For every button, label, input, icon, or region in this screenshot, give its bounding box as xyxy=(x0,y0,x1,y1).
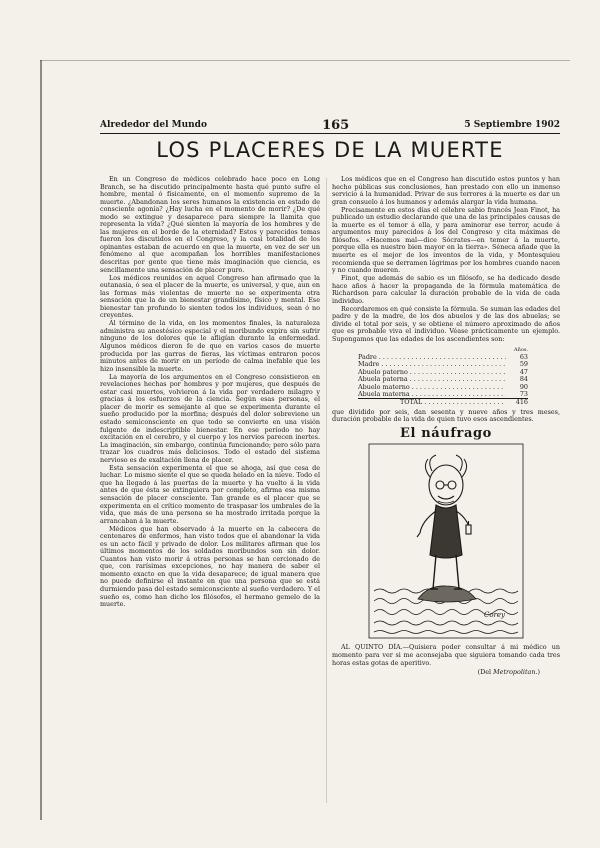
table-row xyxy=(358,391,528,399)
row-value: 59 xyxy=(519,360,528,369)
paragraph: que dividido por seis, dan sesenta y nueve años y tres meses, duración probable de la vida de quien tuvo esos ascendientes. xyxy=(332,407,560,424)
ancestor-ages-table xyxy=(358,347,528,407)
page-top-edge xyxy=(40,60,570,61)
table-row xyxy=(358,369,528,376)
credit-publication: Metropolitan xyxy=(493,668,536,677)
ages-unit-header: Años. xyxy=(514,346,528,353)
castaway-figure xyxy=(417,455,471,589)
column-divider xyxy=(326,178,327,803)
paragraph: Los médicos reunidos en aquel Congreso han afirmado que la eutanasia, ó sea el placer de la muerte, es universal, y que, aun en las formas más violentas de muerte no se experimenta otra sensación que la de un bienestar grandísimo, físico y mental. Ese bienestar tan profundo lo sienten todos los individuos, sean ó no creyentes. xyxy=(100,273,320,320)
credit-close: .) xyxy=(535,668,540,677)
row-value: 73 xyxy=(519,389,528,398)
cartoon-title: El náufrago xyxy=(400,425,492,441)
row-label: Abuela materna . . . xyxy=(358,391,506,399)
article-column-left xyxy=(100,176,320,806)
paragraph: Esta sensación experimenta el que se ahoga, así que cesa de luchar. Lo mismo siente el que se queda helado en la nieve. Todo el que ha llegado á las puertas de la muerte y ha vuelto á la vida antes de que ésta se extinguiera por completo, afirma esa misma sensación de placer consciente. Tan grande es el placer que se experimenta en el crítico momento de traspasar los umbrales de la vida, que más de una persona se ha mostrado irritada porque la arrancaban á la muerte. xyxy=(100,463,320,525)
paragraph: Médicos que han observado á la muerte en la cabecera de centenares de enfermos, han visto todos que el abandonar la vida es un acto fácil y privado de dolor. Los militares afirman que los últimos momentos de los soldados moribundos son sin dolor. Cuantos han visto morir á otras personas se han cercionado de que, con rarísimas excepciones, no hay manera de saber el momento exacto en que la vida desaparece; de igual manera que no puede definirse el instante en que una persona que se está durmiendo pasa del estado semiconsciente al sueño verdadero. Y el sueño es, como han dicho los filósofos, el hermano gemelo de la muerte. xyxy=(100,524,320,609)
total-value: 416 xyxy=(506,399,528,407)
row-value: 84 xyxy=(519,375,528,384)
table-row xyxy=(358,354,528,361)
row-label: Madre . . . xyxy=(358,361,506,368)
paragraph: Los médicos que en el Congreso han discutido estos puntos y han hecho públicas sus conclusiones, han prestado con ello un inmenso servicio á la humanidad. Privar de sus terrores á la muerte es dar un gran consuelo á los humanos y además alargar la vida humana. xyxy=(332,175,560,206)
cartoon-caption xyxy=(332,644,560,667)
magazine-name: Alrededor del Mundo xyxy=(100,120,207,130)
row-label: Abuelo paterno . . . xyxy=(358,369,506,376)
table-row xyxy=(358,384,528,391)
paragraph: Al término de la vida, en los momentos finales, la naturaleza administra su anestésico especial y el moribundo expira sin sufrir ninguno de los dolores que le afligían durante la enfermedad. Algunos médicos dieron fe de que en varios casos de muerte producida por las garras de fieras, las víctimas entraron pocos minutos antes de morir en un período de calma inefable que les hizo insensible la muerte. xyxy=(100,319,320,373)
total-label: TOTAL . . . xyxy=(358,399,506,407)
row-label: Abuelo materno . . . xyxy=(358,384,506,391)
paragraph: La mayoría de los argumentos en el Congreso consistieron en revelaciones hechas por hombres y por mujeres, que después de estar casi muertos, volvieron á la vida por verdadero milagro y gracias á los esfuerzos de la ciencia. Según esas personas, el placer de morir es semejante al que se experimenta durante el sueño producido por la morfina; después del dolor sobreviene un estado semiconsciente en que todo se convierte en una visión fulgente de indescriptible bienestar. En ese período no hay excitación en el cerebro, y el cuerpo y los nervios parecen inertes. La imaginación, sin embargo, continúa funcionando; pero sólo para trazar los cuadros más deliciosos. Todo el estado del sistema nervioso es de exaltación llena de placer. xyxy=(100,372,320,464)
running-header xyxy=(100,118,560,132)
table-total-row xyxy=(358,399,528,407)
cartoon-credit xyxy=(332,669,560,677)
paragraph: Precisamente en estos días el célebre sabio francés Jean Finot, ha publicado un estudio declarando que una de las principales causas de la muerte es el temor á ella, y para aminorar ese terror, acude á argumentos muy parecidos á los del Congreso y cita máximas de filósofos. «Hacemos mal—dice Sócrates—en temer á la muerte, porque ella es nuestro bien mayor en la tierra». Séneca añade que la muerte es el mejor de los inventos de la vida, y Montesquieu recomienda que se derramen lágrimas por los hombres cuando nacen y no cuando mueren. xyxy=(332,205,560,275)
row-label: Abuela paterna . . . xyxy=(358,376,506,383)
row-value: 47 xyxy=(519,367,528,376)
row-label: Padre . . . xyxy=(358,354,506,361)
row-value: 90 xyxy=(519,382,528,391)
page-number: 165 xyxy=(322,117,350,133)
header-rule xyxy=(100,133,560,134)
caption-lead: AL QUINTO DÍA. xyxy=(341,643,403,652)
credit-open: (Del xyxy=(477,668,494,677)
castaway-cartoon-illustration xyxy=(366,441,526,641)
table-row xyxy=(358,361,528,368)
artist-signature: Corey xyxy=(484,611,506,620)
article-title: LOS PLACERES DE LA MUERTE xyxy=(156,138,504,162)
article-column-right xyxy=(332,176,560,677)
paragraph: Recordaremos en qué consiste la fórmula. Se suman las edades del padre y de la madre, de los dos abuelos y de las dos abuelas; se divide el total por seis, y se obtiene el número aproximado de años que es probable viva el individuo. Véase prácticamente un ejemplo. Supongamos que las edades de los ascendientes son: xyxy=(332,304,560,343)
paragraph: Finot, que además de sabio es un filósofo, se ha dedicado desde hace años á hacer la propaganda de la fórmula matemática de Richardson para calcular la duración probable de la vida de cada individuo. xyxy=(332,274,560,305)
row-value: 63 xyxy=(519,352,528,361)
caption-text: —Quisiera poder consultar á mi médico un momento para ver si me aconsejaba que siguiera tomando cada tres horas estas gotas de aperitivo. xyxy=(332,643,560,667)
rock-island xyxy=(418,586,476,602)
paragraph: En un Congreso de médicos celebrado hace poco en Long Branch, se ha discutido principalmente hasta qué punto sufre el hombre, mental ó físicamente, en el momento supremo de la muerte. ¿Abandonan los seres humanos la existencia en estado de consciente agonía? ¿Hay lucha en el momento de morir? ¿De qué modo se extingue y desaparece para siempre la llamita que representa la vida? ¿Qué sienten la mayoría de los hombres y de las mujeres en el borde de la eternidad? Estos y parecidos temas fueron los discutidos en el Congreso, y la casi totalidad de los opinantes estaban de acuerdo en que la muerte, en vez de ser un fenómeno al que acompañan los horribles manifestaciones descritas por gente que tiene más imaginación que ciencia, es sencillamente una sensación de placer puro. xyxy=(100,176,320,274)
issue-date: 5 Septiembre 1902 xyxy=(464,120,560,130)
page-binding-edge xyxy=(40,60,42,820)
table-row xyxy=(358,376,528,383)
